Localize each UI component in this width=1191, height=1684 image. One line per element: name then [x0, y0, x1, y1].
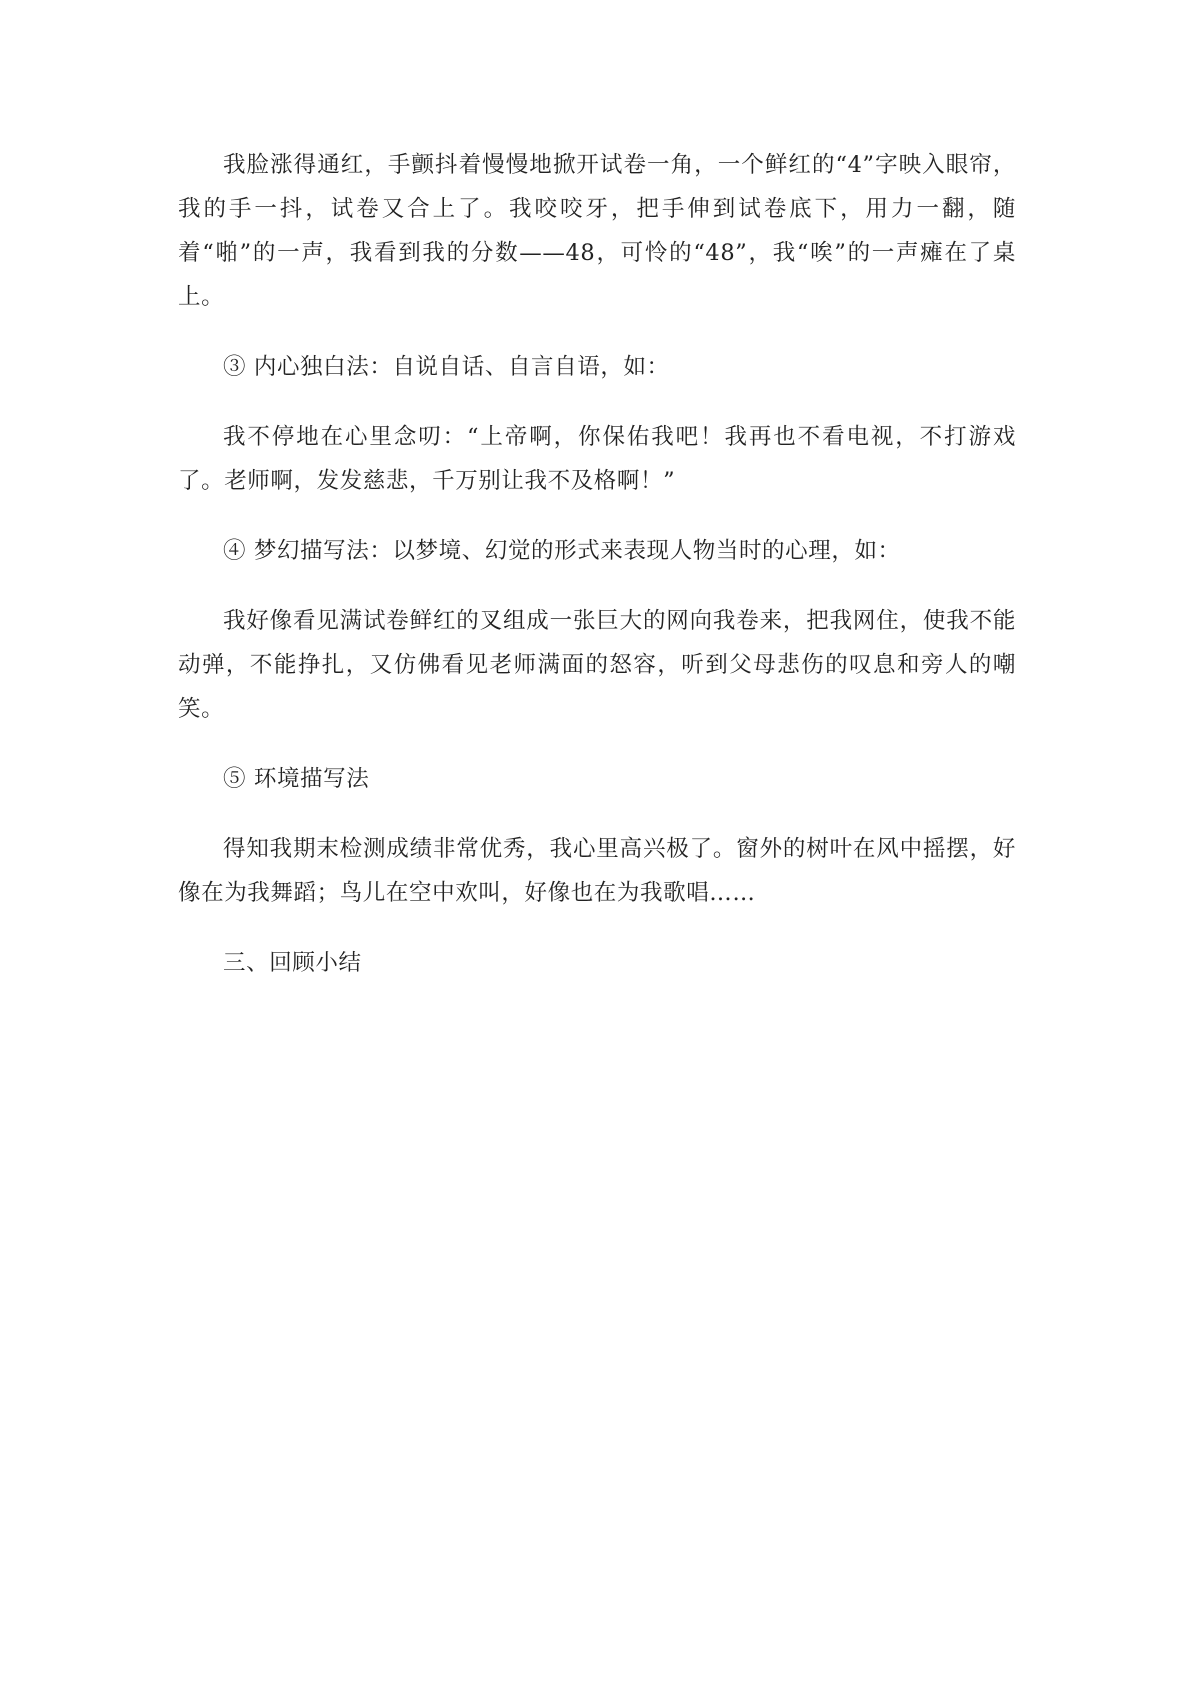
heading-environment-description: ⑤ 环境描写法 — [223, 766, 370, 792]
paragraph-environment-example: 得知我期末检测成绩非常优秀，我心里高兴极了。窗外的树叶在风中摇摆，好像在为我舞蹈；鸟儿在空中欢叫，好像也在为我歌唱…… — [178, 836, 1016, 906]
paragraph-monologue-example: 我不停地在心里念叨：“上帝啊，你保佑我吧！我再也不看电视，不打游戏了。老师啊，发发慈悲，千万别让我不及格啊！” — [178, 424, 1016, 494]
paragraph-spacer — [178, 319, 1016, 345]
paragraph-spacer — [178, 731, 1016, 757]
paragraph-spacer — [178, 503, 1016, 529]
paragraph-exam-score: 我脸涨得通红，手颤抖着慢慢地掀开试卷一角，一个鲜红的“4”字映入眼帘，我的手一抖，试卷又合上了。我咬咬牙，把手伸到试卷底下，用力一翻，随着“啪”的一声，我看到我的分数——48，可怜的“48”，我“唉”的一声瘫在了桌上。 — [178, 152, 1016, 310]
paragraph-dream-example: 我好像看见满试卷鲜红的叉组成一张巨大的网向我卷来，把我网住，使我不能动弹，不能挣扎，又仿佛看见老师满面的怒容，听到父母悲伤的叹息和旁人的嘲笑。 — [178, 608, 1016, 722]
paragraph-spacer — [178, 389, 1016, 415]
paragraph-spacer — [178, 573, 1016, 599]
heading-inner-monologue: ③ 内心独白法：自说自话、自言自语，如： — [223, 354, 670, 380]
paragraph-spacer — [178, 915, 1016, 941]
document-body — [178, 143, 1016, 985]
paragraph-spacer — [178, 801, 1016, 827]
section-heading-review-summary: 三、回顾小结 — [223, 950, 362, 976]
heading-dream-description: ④ 梦幻描写法：以梦境、幻觉的形式来表现人物当时的心理，如： — [223, 538, 901, 564]
